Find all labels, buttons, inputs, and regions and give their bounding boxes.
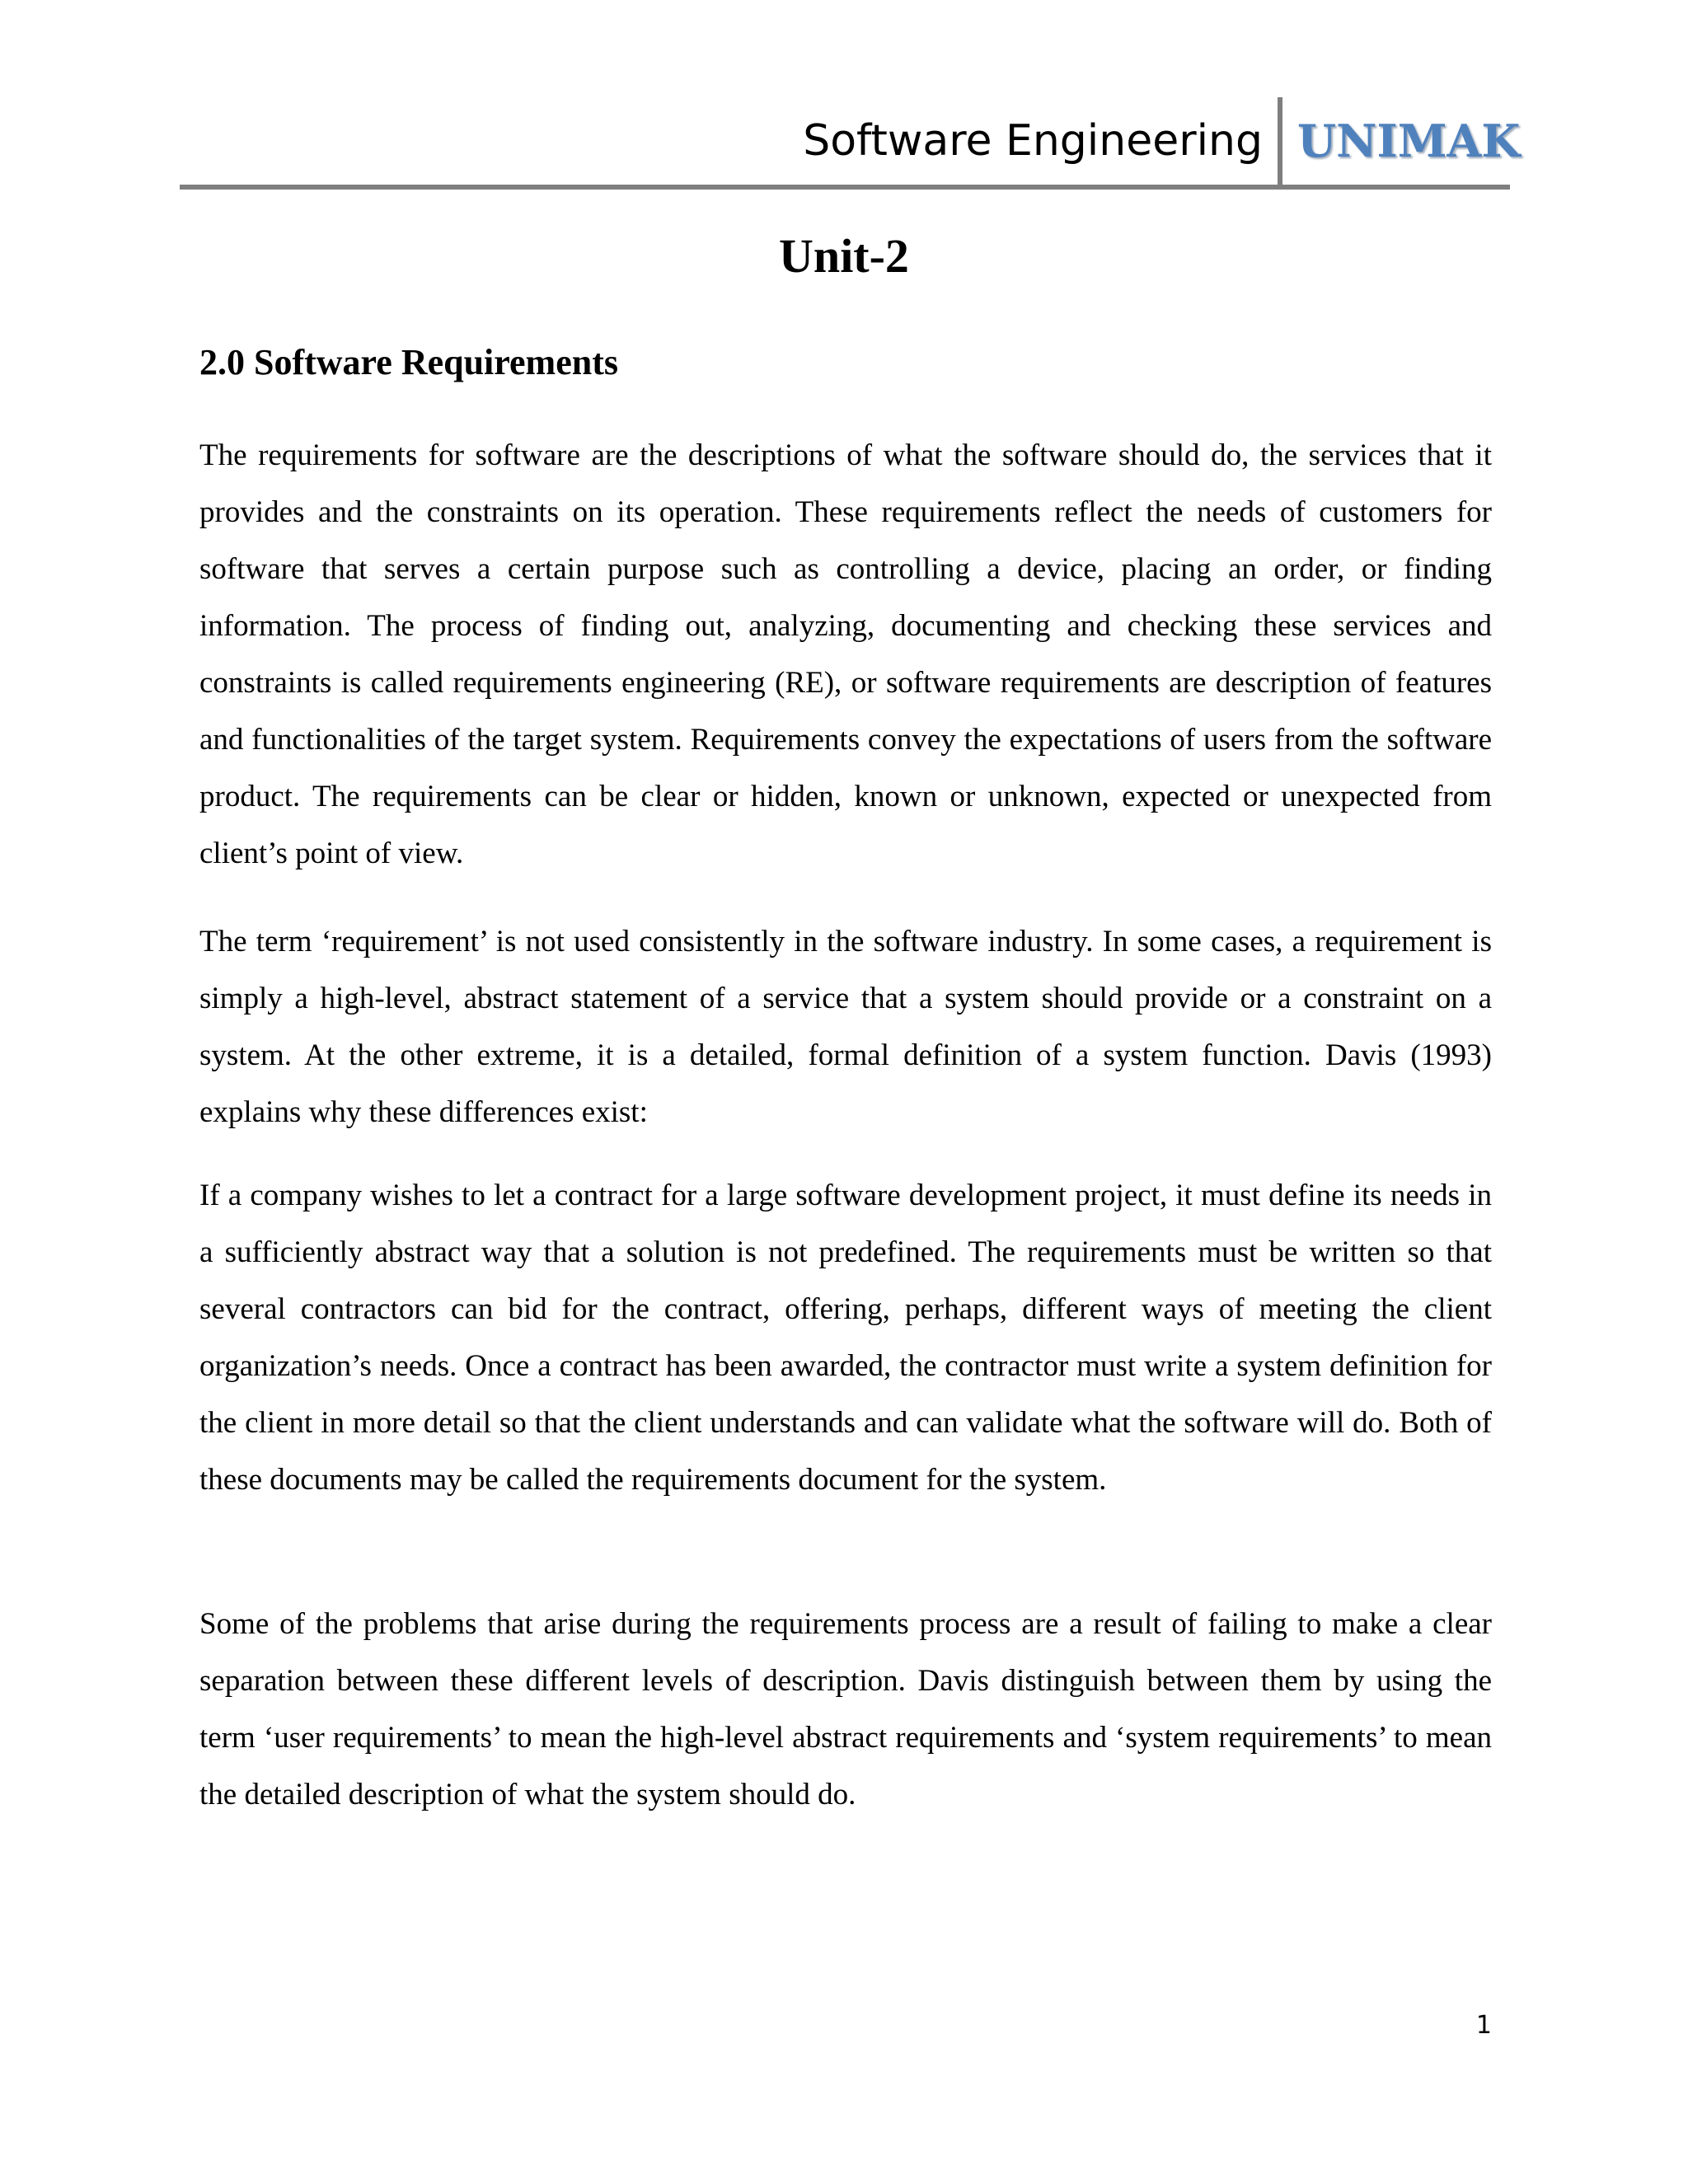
paragraph: The term ‘requirement’ is not used consistently in the software industry. In some cases, a requirement is simply a high-level, abstract statement of a service that a system should provide or a constraint on a system. At the other extreme, it is a detailed, formal definition of a system function. Davis (1993) explains why these differences exist: bbox=[199, 925, 1492, 1129]
unit-title: Unit-2 bbox=[779, 229, 909, 283]
paragraph: The requirements for software are the descriptions of what the software should do, the services that it provides and the constraints on its operation. These requirements reflect the needs of customers for software that serves a certain purpose such as controlling a device, placing an order, or finding information. The process of finding out, analyzing, documenting and checking these services and constraints is called requirements engineering (RE), or software requirements are description of features and functionalities of the target system. Requirements convey the expectations of users from the software product. The requirements can be clear or hidden, known or unknown, expected or unexpected from client’s point of view. bbox=[199, 438, 1492, 870]
section-heading: 2.0 Software Requirements bbox=[199, 342, 618, 382]
page-header bbox=[180, 97, 1521, 190]
header-rule bbox=[180, 185, 1510, 190]
header-divider bbox=[1278, 97, 1282, 185]
page-number: 1 bbox=[1475, 2011, 1492, 2040]
header-brand: UNIMAK bbox=[1297, 115, 1521, 167]
paragraph: Some of the problems that arise during the requirements process are a result of failing to make a clear separation between these different levels of description. Davis distinguish between them by using the term ‘user requirements’ to mean the high-level abstract requirements and ‘system requirements’ to mean the detailed description of what the system should do. bbox=[199, 1607, 1492, 1811]
paragraph: If a company wishes to let a contract for a large software development project, it must define its needs in a sufficiently abstract way that a solution is not predefined. The requirements must be written so that several contractors can bid for the contract, offering, perhaps, different ways of meeting the client organization’s needs. Once a contract has been awarded, the contractor must write a system definition for the client in more detail so that the client understands and can validate what the software will do. Both of these documents may be called the requirements document for the system. bbox=[199, 1179, 1492, 1497]
header-title: Software Engineering bbox=[803, 116, 1263, 166]
